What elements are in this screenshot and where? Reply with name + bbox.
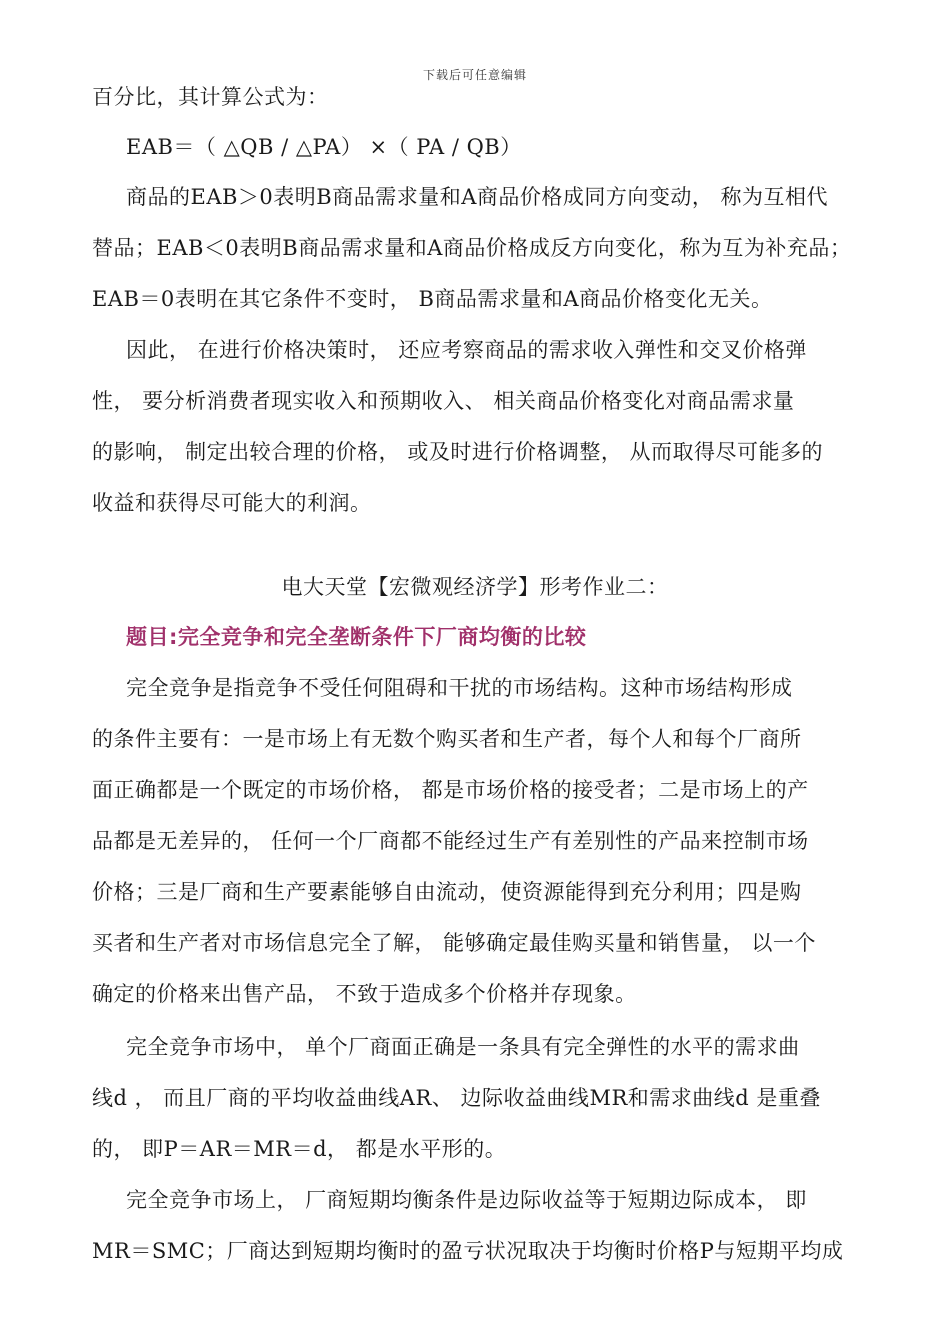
paragraph-line: 完全竞争是指竞争不受任何阻碍和干扰的市场结构。这种市场结构形成 xyxy=(126,676,793,700)
paragraph-line: 的， 即P＝AR＝MR＝d， 都是水平形的。 xyxy=(92,1137,507,1161)
paragraph-line: 的条件主要有：一是市场上有无数个购买者和生产者，每个人和每个厂商所 xyxy=(92,727,802,751)
paragraph-line: 品都是无差异的， 任何一个厂商都不能经过生产有差别性的产品来控制市场 xyxy=(92,829,809,853)
question-heading: 题目:完全竞争和完全垄断条件下厂商均衡的比较 xyxy=(126,625,587,649)
paragraph-line: 价格；三是厂商和生产要素能够自由流动，使资源能得到充分利用；四是购 xyxy=(92,880,802,904)
paragraph-line: 线d ， 而且厂商的平均收益曲线AR、 边际收益曲线MR和需求曲线d 是重叠 xyxy=(92,1086,821,1110)
paragraph-line: 完全竞争市场上， 厂商短期均衡条件是边际收益等于短期边际成本， 即 xyxy=(126,1188,807,1212)
paragraph-line: EAB＝0表明在其它条件不变时， B商品需求量和A商品价格变化无关。 xyxy=(92,287,773,311)
paragraph-line: 性， 要分析消费者现实收入和预期收入、 相关商品价格变化对商品需求量 xyxy=(92,389,795,413)
paragraph-line: MR＝SMC；厂商达到短期均衡时的盈亏状况取决于均衡时价格P与短期平均成 xyxy=(92,1239,844,1263)
paragraph-line: 确定的价格来出售产品， 不致于造成多个价格并存现象。 xyxy=(92,982,637,1006)
page-header: 下载后可任意编辑 xyxy=(422,68,527,82)
paragraph-line: 替品；EAB＜0表明B商品需求量和A商品价格成反方向变化，称为互为补充品； xyxy=(92,236,852,260)
paragraph-line: 面正确都是一个既定的市场价格， 都是市场价格的接受者；二是市场上的产 xyxy=(92,778,809,802)
formula-line: EAB＝（ △QB / △PA） ×（ PA / QB） xyxy=(126,135,522,159)
paragraph-line: 商品的EAB＞0表明B商品需求量和A商品价格成同方向变动， 称为互相代 xyxy=(126,185,829,209)
paragraph-line: 收益和获得尽可能大的利润。 xyxy=(92,491,372,515)
paragraph-line: 因此， 在进行价格决策时， 还应考察商品的需求收入弹性和交叉价格弹 xyxy=(126,338,807,362)
paragraph-line: 完全竞争市场中， 单个厂商面正确是一条具有完全弹性的水平的需求曲 xyxy=(126,1035,800,1059)
section-title: 电大天堂【宏微观经济学】形考作业二： xyxy=(281,575,669,599)
paragraph-line: 买者和生产者对市场信息完全了解， 能够确定最佳购买量和销售量， 以一个 xyxy=(92,931,816,955)
paragraph-line: 的影响， 制定出较合理的价格， 或及时进行价格调整， 从而取得尽可能多的 xyxy=(92,440,824,464)
paragraph-line: 百分比，其计算公式为： xyxy=(92,85,329,109)
